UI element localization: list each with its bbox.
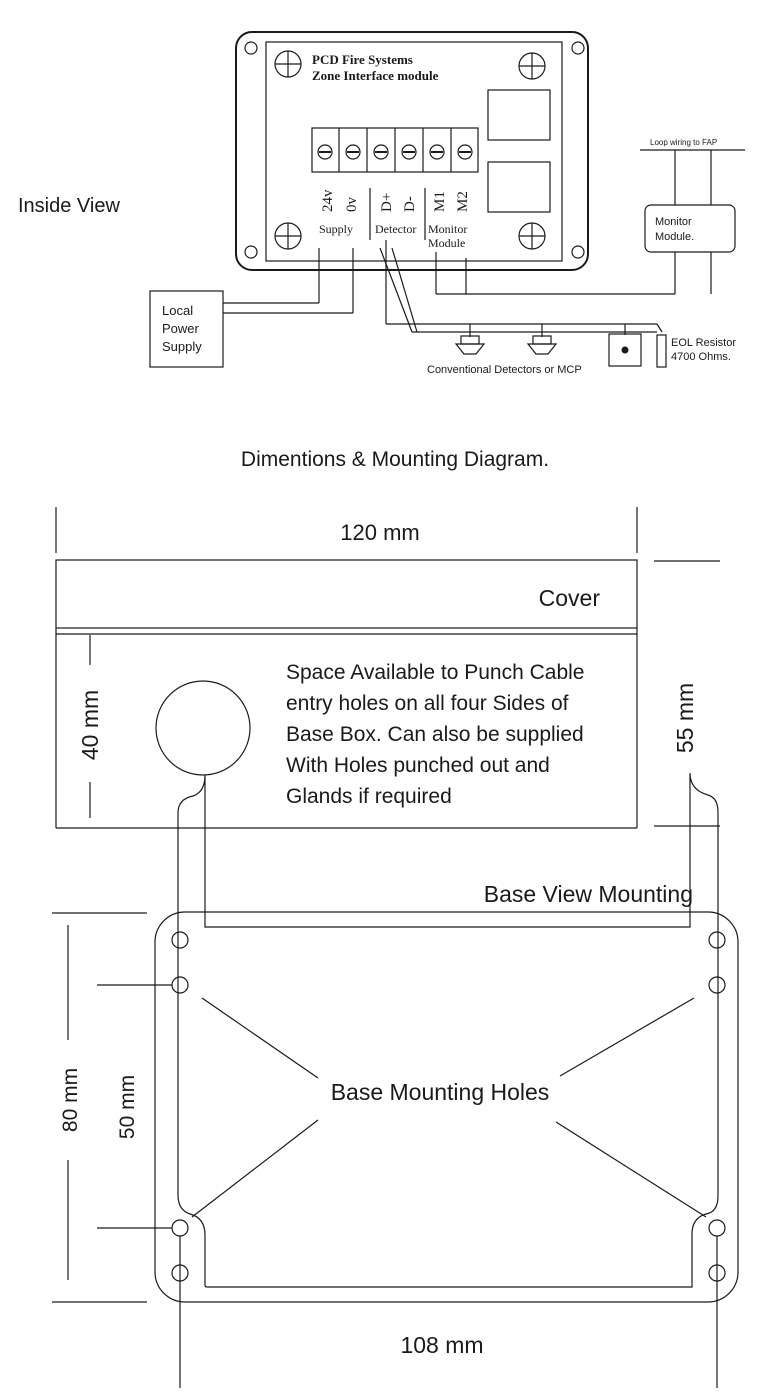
depth-total-dimension: 55 mm bbox=[672, 682, 698, 754]
cover-label: Cover bbox=[538, 585, 600, 611]
svg-text:Power: Power bbox=[162, 321, 199, 336]
terminal-label: D- bbox=[402, 196, 418, 212]
corner-fixing-icon bbox=[519, 223, 545, 249]
eol-label: EOL Resistor bbox=[671, 337, 737, 349]
note-line: Space Available to Punch Cable bbox=[286, 661, 585, 684]
height-outer-dimension: 80 mm bbox=[59, 1067, 82, 1133]
loop-wiring-label: Loop wiring to FAP bbox=[650, 138, 718, 147]
base-view-title: Base View Mounting bbox=[483, 881, 693, 907]
terminal-label: M2 bbox=[455, 191, 471, 212]
mounting-hole-icon bbox=[172, 932, 188, 948]
detector-wiring bbox=[380, 240, 657, 337]
terminal-screw-icon bbox=[346, 145, 360, 159]
group-label-supply: Supply bbox=[319, 222, 354, 236]
zone-interface-module bbox=[236, 32, 588, 270]
group-label-detector: Detector bbox=[375, 222, 417, 236]
screw-hole-icon bbox=[572, 42, 584, 54]
terminal-label: M1 bbox=[432, 191, 448, 212]
width-dimension: 120 mm bbox=[340, 520, 420, 545]
screw-hole-icon bbox=[572, 246, 584, 258]
terminal-screw-icon bbox=[402, 145, 416, 159]
mounting-hole-icon bbox=[709, 1220, 725, 1236]
base-view bbox=[52, 773, 738, 1388]
terminal-label: D+ bbox=[379, 192, 395, 212]
mounting-hole-icon bbox=[709, 977, 725, 993]
corner-fixing-icon bbox=[275, 223, 301, 249]
terminal-block bbox=[312, 128, 478, 172]
note-line: Glands if required bbox=[286, 785, 452, 808]
mounting-hole-icon bbox=[172, 1220, 188, 1236]
note-line: entry holes on all four Sides of bbox=[286, 692, 569, 715]
detector-head-icon bbox=[528, 336, 556, 354]
monitor-module-box bbox=[645, 205, 735, 252]
relay-block bbox=[488, 90, 550, 140]
mounting-hole-icon bbox=[709, 932, 725, 948]
eol-resistor-icon bbox=[657, 324, 666, 367]
svg-text:Supply: Supply bbox=[162, 339, 202, 354]
manual-call-point-icon bbox=[609, 334, 641, 366]
corner-fixing-icon bbox=[275, 51, 301, 77]
relay-block bbox=[488, 162, 550, 212]
eol-value: 4700 Ohms. bbox=[671, 351, 731, 363]
note-line: Base Box. Can also be supplied bbox=[286, 723, 584, 746]
svg-text:Monitor: Monitor bbox=[655, 216, 692, 228]
supply-wiring bbox=[223, 248, 353, 313]
screw-hole-icon bbox=[245, 246, 257, 258]
group-label-module: Module bbox=[428, 236, 466, 250]
side-view bbox=[56, 507, 720, 828]
terminal-screw-icon bbox=[458, 145, 472, 159]
corner-fixing-icon bbox=[519, 53, 545, 79]
width-holes-dimension: 108 mm bbox=[400, 1332, 484, 1358]
monitor-wiring bbox=[436, 150, 745, 294]
local-power-supply bbox=[150, 291, 223, 367]
terminal-screw-icon bbox=[318, 145, 332, 159]
terminal-screw-icon bbox=[430, 145, 444, 159]
base-mounting-holes-label: Base Mounting Holes bbox=[330, 1079, 550, 1105]
screw-hole-icon bbox=[245, 42, 257, 54]
module-brand: PCD Fire Systems bbox=[312, 52, 413, 67]
depth-inner-dimension: 40 mm bbox=[77, 689, 103, 761]
svg-text:Module.: Module. bbox=[655, 231, 695, 243]
terminal-screw-icon bbox=[374, 145, 388, 159]
dimensions-title: Dimentions & Mounting Diagram. bbox=[240, 448, 550, 471]
height-holes-dimension: 50 mm bbox=[116, 1074, 139, 1140]
module-name: Zone Interface module bbox=[312, 68, 439, 83]
note-line: With Holes punched out and bbox=[286, 754, 550, 777]
terminal-label: 24v bbox=[320, 189, 336, 212]
group-label-monitor: Monitor bbox=[428, 222, 468, 236]
cable-entry-hole bbox=[156, 681, 250, 775]
detectors-label: Conventional Detectors or MCP bbox=[427, 364, 582, 376]
mounting-hole-icon bbox=[172, 977, 188, 993]
detector-head-icon bbox=[456, 336, 484, 354]
inside-view-title: Inside View bbox=[18, 195, 120, 217]
svg-text:Local: Local bbox=[162, 303, 194, 318]
terminal-label: 0v bbox=[344, 197, 360, 212]
